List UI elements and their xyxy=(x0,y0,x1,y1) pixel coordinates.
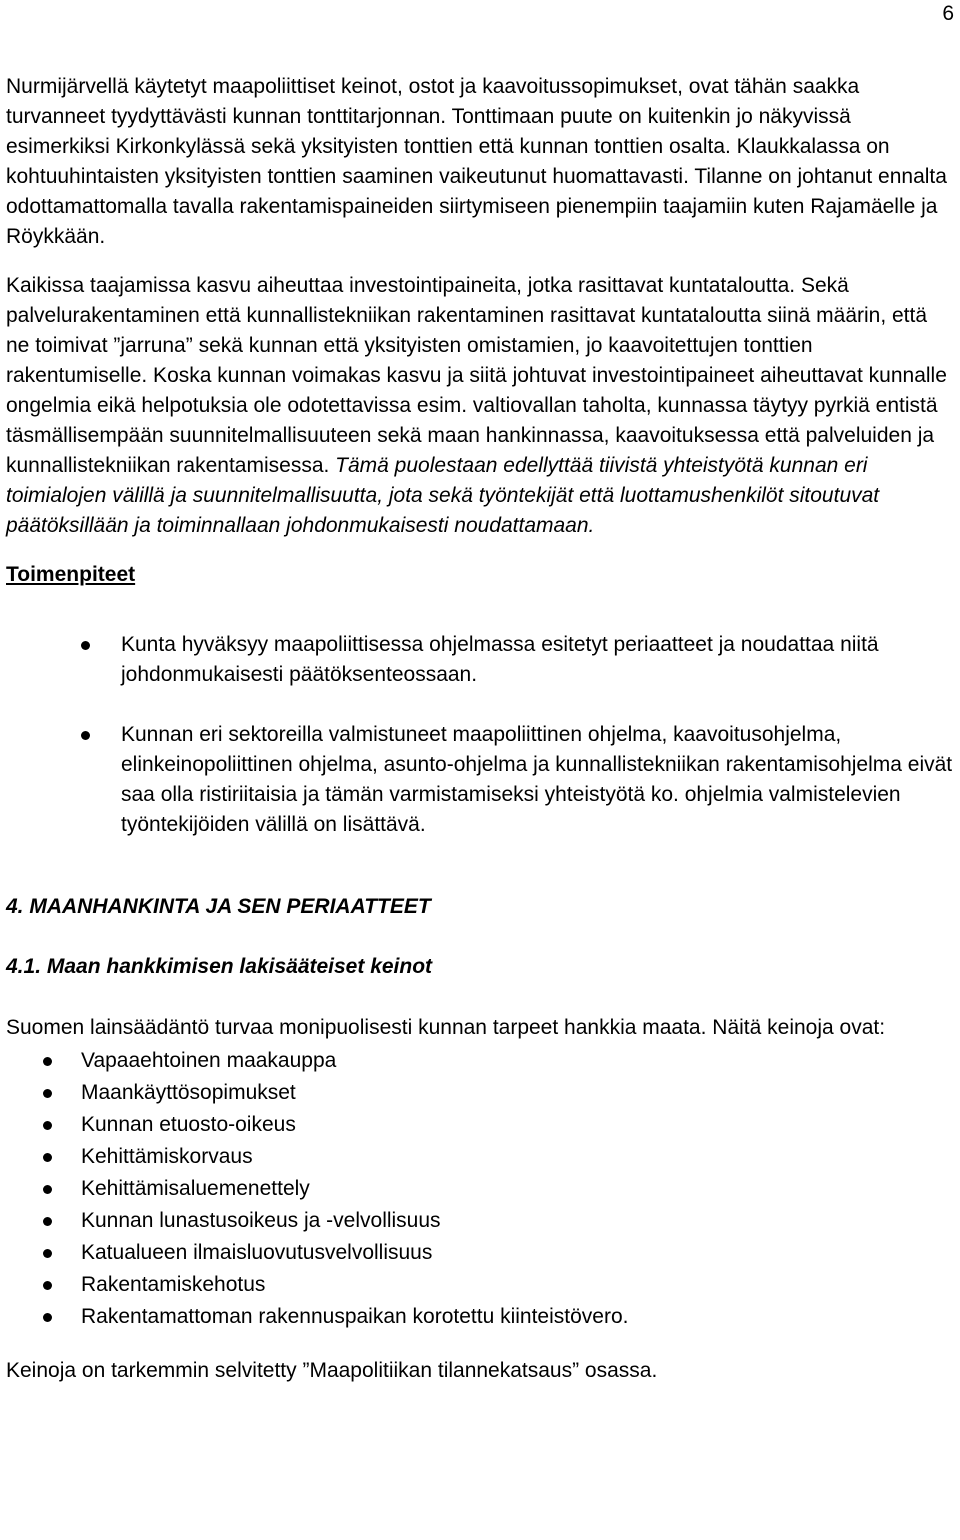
paragraph-legislation: Suomen lainsäädäntö turvaa monipuolisesti kunnan tarpeet hankkia maata. Näitä keinoja ovat: xyxy=(6,1016,886,1039)
paragraph-italic-text: Tämä puolestaan edellyttää tiivistä yhteistyötä kunnan eri toimialojen välillä ja suunnitelmallisuutta, jota sekä työntekijät että luottamushenkilöt sitoutuvat päätöksillään ja toiminnallaan johdonmukaisesti noudattamaan. xyxy=(6,454,880,537)
means-list-item: Maankäyttösopimukset xyxy=(6,1077,956,1109)
measures-list-item: Kunnan eri sektoreilla valmistuneet maapoliittinen ohjelma, kaavoitusohjelma, elinkeinopoliittinen ohjelma, asunto-ohjelma ja kunnallistekniikan rakentamisohjelma eivät saa olla ristiriitaisia ja tämän varmistamiseksi yhteistyötä ko. ohjelmia valmistelevien työntekijöiden välillä on lisättävä. xyxy=(6,720,956,840)
document-body xyxy=(6,72,956,1386)
page-number: 6 xyxy=(942,2,954,25)
measures-heading: Toimenpiteet xyxy=(6,563,136,586)
means-list-item: Kehittämisaluemenettely xyxy=(6,1173,956,1205)
means-list-item: Vapaaehtoinen maakauppa xyxy=(6,1045,956,1077)
paragraph-reference: Keinoja on tarkemmin selvitetty ”Maapolitiikan tilannekatsaus” osassa. xyxy=(6,1359,658,1382)
means-list-item: Rakentamattoman rakennuspaikan korotettu kiinteistövero. xyxy=(6,1301,956,1333)
means-list-item: Kunnan lunastusoikeus ja -velvollisuus xyxy=(6,1205,956,1237)
paragraph-land-policy: Nurmijärvellä käytetyt maapoliittiset keinot, ostot ja kaavoitussopimukset, ovat tähän saakka turvanneet tyydyttävästi kunnan tonttitarjonnan. Tonttimaan puute on kuitenkin jo näkyvissä esimerkiksi Kirkonkylässä sekä yksityisten tonttien että kunnan tonttien osalta. Klaukkalassa on kohtuuhintaisten yksityisten tonttien saaminen vaikeutunut huomattavasti. Tilanne on johtanut ennalta odottamattomalla tavalla rakentamispaineiden siirtymiseen pienempiin taajamiin kuten Rajamäelle ja Röykkään. xyxy=(6,75,947,248)
means-list-item: Kunnan etuosto-oikeus xyxy=(6,1109,956,1141)
subsection-heading: 4.1. Maan hankkimisen lakisääteiset keinot xyxy=(6,955,433,978)
measures-list-item: Kunta hyväksyy maapoliittisessa ohjelmassa esitetyt periaatteet ja noudattaa niitä johdonmukaisesti päätöksenteossaan. xyxy=(6,630,956,690)
means-list-item: Kehittämiskorvaus xyxy=(6,1141,956,1173)
section-heading: 4. MAANHANKINTA JA SEN PERIAATTEET xyxy=(6,895,431,918)
paragraph-regular-text: Kaikissa taajamissa kasvu aiheuttaa investointipaineita, jotka rasittavat kuntataloutta. Sekä palvelurakentaminen että kunnallistekniikan rakentaminen rasittavat kuntataloutta siinä määrin, että ne toimivat ”jarruna” sekä kunnan että yksityisten omistamien, jo kaavoitettujen tonttien rakentumiselle. Koska kunnan voimakas kasvu ja siitä johtuvat investointipaineet aiheuttavat kunnalle ongelmia eikä helpotuksia ole odotettavissa esim. valtiovallan taholta, kunnassa täytyy pyrkiä entistä täsmällisempään suunnitelmallisuuteen sekä maan hankinnassa, kaavoituksessa että palveluiden ja kunnallistekniikan rakentamisessa. xyxy=(6,274,947,477)
means-list-item: Rakentamiskehotus xyxy=(6,1269,956,1301)
paragraph-investment-pressure xyxy=(6,271,956,541)
means-list-item: Katualueen ilmaisluovutusvelvollisuus xyxy=(6,1237,956,1269)
means-list xyxy=(6,1045,956,1333)
measures-list xyxy=(6,630,956,840)
